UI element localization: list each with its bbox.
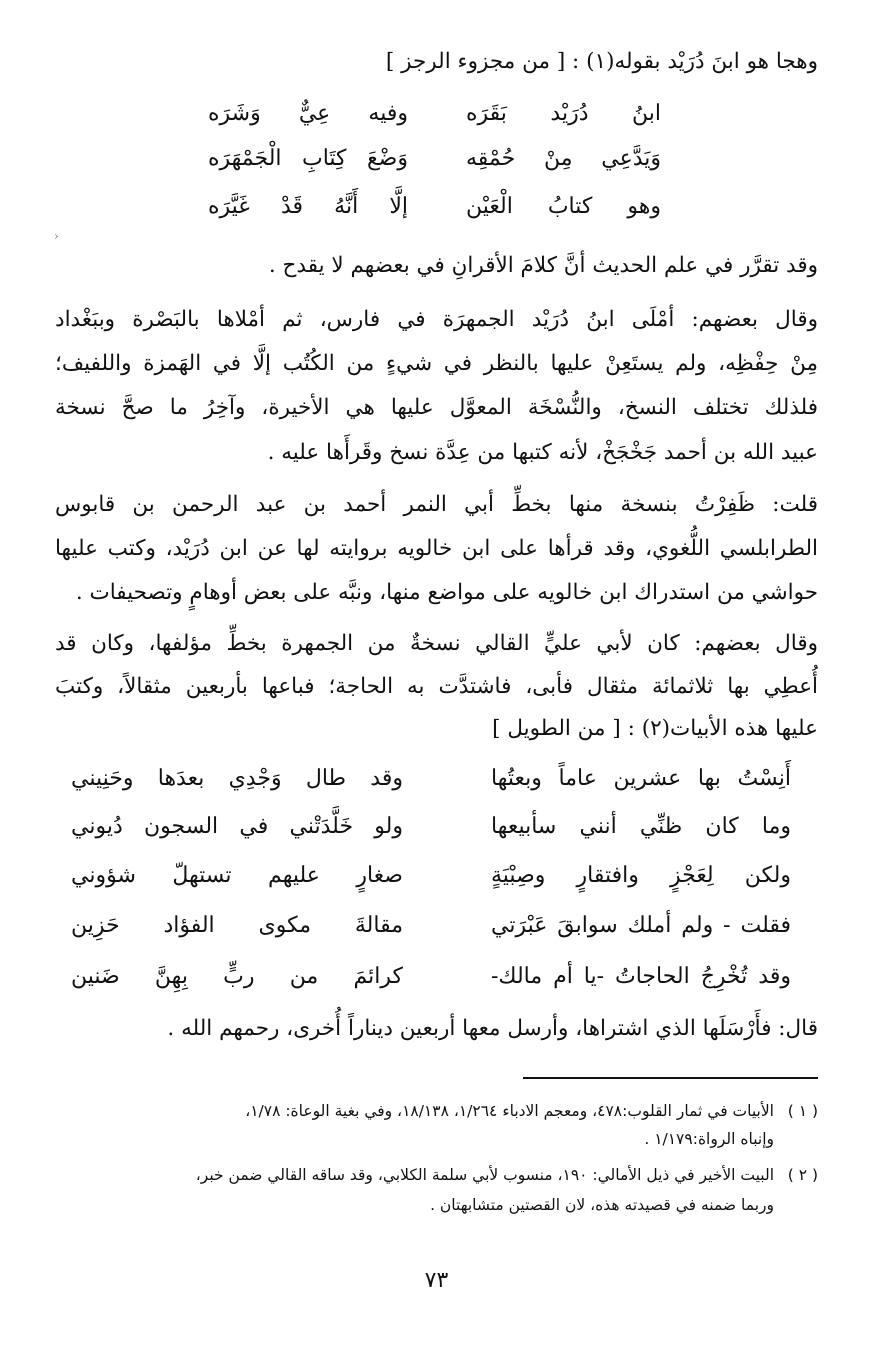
verse-left-hemistich: إلَّا أَنَّهُ قَدْ غَيَّرَه xyxy=(208,194,408,219)
verse-left-hemistich: مقالةَ مكوى الفؤاد حَزِين xyxy=(71,913,403,938)
verse-left-hemistich: ولو خَلَّدَتْني في السجون دُيوني xyxy=(71,814,403,839)
verse-left-hemistich: وفيه عِيٌّ وَشَرَه xyxy=(208,101,408,126)
verse-right-hemistich: أَنِسْتُ بها عشرين عاماً وبعتُها xyxy=(491,766,791,791)
paragraph-line: عبيد الله بن أحمد جَخْجَخْ، لأنه كتبها من عِدَّة نسخ وقَرأَها عليه . xyxy=(267,440,818,465)
paragraph-line: فلذلك تختلف النسخ، والنُّسْخَة المعوَّل عليها هي الأخيرة، وآخِرُ ما صحَّ نسخة xyxy=(55,395,818,420)
footnote-2-continuation: وربما ضمنه في قصيدته هذه، لان القصتين متشابهتان . xyxy=(430,1196,774,1214)
paragraph-1: وقد تقرَّر في علم الحديث أنَّ كلامَ الأقرانِ في بعضهم لا يقدح . xyxy=(268,253,818,278)
verse-row xyxy=(0,805,873,849)
paragraph-line: حواشي من استدراك ابن خالويه على مواضع منها، ونبَّه على بعض أوهامٍ وتصحيفات . xyxy=(75,580,818,605)
verse-row xyxy=(0,904,873,948)
paragraph-line: مِنْ حِفْظِه، ولم يستَعِنْ عليها بالنظر في شيءٍ من الكُتُب إلَّا في الهَمزة واللفيف؛ xyxy=(55,351,818,376)
verse-right-hemistich: وقد تُخْرِجُ الحاجاتُ -يا أم مالك- xyxy=(491,964,791,989)
verse-right-hemistich: وهو كتابُ الْعَيْن xyxy=(466,194,661,219)
paragraph-line: وقال بعضهم: أمْلَى ابنُ دُرَيْد الجمهرَة في فارس، ثم أمْلاها بالبَصْرة وببَغْداد xyxy=(55,307,818,332)
page-number: ٧٣ xyxy=(424,1268,449,1293)
paragraph-line: قلت: ظَفِرْتُ بنسخة منها بخطِّ أبي النمر أحمد بن عبد الرحمن بن قابوس xyxy=(55,492,818,517)
footnote-1 xyxy=(55,1098,818,1124)
paragraph-line: الطرابلسي اللُّغوي، وقد قرأها على ابن خالويه بروايته لها عن ابن دُرَيْد، وكتب عليها xyxy=(55,536,818,561)
footnote-text: الأبيات في ثمار القلوب:٤٧٨، ومعجم الادباء ١/٢٦٤، ١٨/١٣٨، وفي بغية الوعاة: ١/٧٨، xyxy=(245,1102,774,1120)
verse-left-hemistich: وَضْعَ كِتَابِ الْجَمْهَرَه xyxy=(208,146,408,171)
verse-right-hemistich: ابنُ دُرَيْد بَقَرَه xyxy=(466,101,661,126)
footnote-number: ( ٢ ) xyxy=(787,1166,818,1184)
footnote-text: البيت الأخير في ذيل الأمالي: ١٩٠، منسوب لأبي سلمة الكلابي، وقد ساقه القالي ضمن خبر، xyxy=(195,1166,774,1184)
verse-row xyxy=(0,854,873,898)
verse-row xyxy=(0,137,873,181)
verse-right-hemistich: فقلت - ولم أملك سوابقَ عَبْرَتي xyxy=(491,913,791,938)
verse-left-hemistich: كرائمَ من ربٍّ بِهِنَّ ضَنين xyxy=(71,964,403,989)
footnote-1-continuation: وإنباه الرواة:١/١٧٩ . xyxy=(644,1130,774,1148)
verse-row xyxy=(0,185,873,229)
intro-line: وهجا هو ابنَ دُرَيْد بقوله(١) : [ من مجزوء الرجز ] xyxy=(385,49,818,74)
verse-row xyxy=(0,757,873,801)
paragraph-line: عليها هذه الأبيات(٢) : [ من الطويل ] xyxy=(492,716,818,741)
footnote-2 xyxy=(55,1162,818,1188)
verse-right-hemistich: ولكن لِعَجْزٍ وافتقارٍ وصِبْيَةٍ xyxy=(491,863,791,888)
verse-left-hemistich: صغارٍ عليهم تستهلّ شؤوني xyxy=(71,863,403,888)
paragraph-line: أُعطِي بها ثلاثمائة مثقال فأبى، فاشتدَّت به الحاجة؛ فباعها بأربعين مثقالاً، وكتبَ xyxy=(55,674,818,699)
paragraph-line: وقال بعضهم: كان لأبي عليٍّ القالي نسخةٌ من الجمهرة بخطِّ مؤلفها، وكان قد xyxy=(55,631,818,656)
footnote-number: ( ١ ) xyxy=(787,1102,818,1120)
margin-mark: › xyxy=(54,229,59,243)
verse-row xyxy=(0,92,873,136)
verse-right-hemistich: وَيَدَّعِي مِنْ حُمْقِه xyxy=(466,146,661,171)
verse-left-hemistich: وقد طال وَجْدِي بعدَها وحَنِيني xyxy=(71,766,403,791)
verse-row xyxy=(0,955,873,999)
footnote-separator xyxy=(523,1077,818,1079)
paragraph-5: قال: فأَرْسَلَها الذي اشتراها، وأرسل معها أربعين ديناراً أُخرى، رحمهم الله . xyxy=(167,1016,818,1041)
verse-right-hemistich: وما كان ظنِّي أنني سأبيعها xyxy=(491,814,791,839)
